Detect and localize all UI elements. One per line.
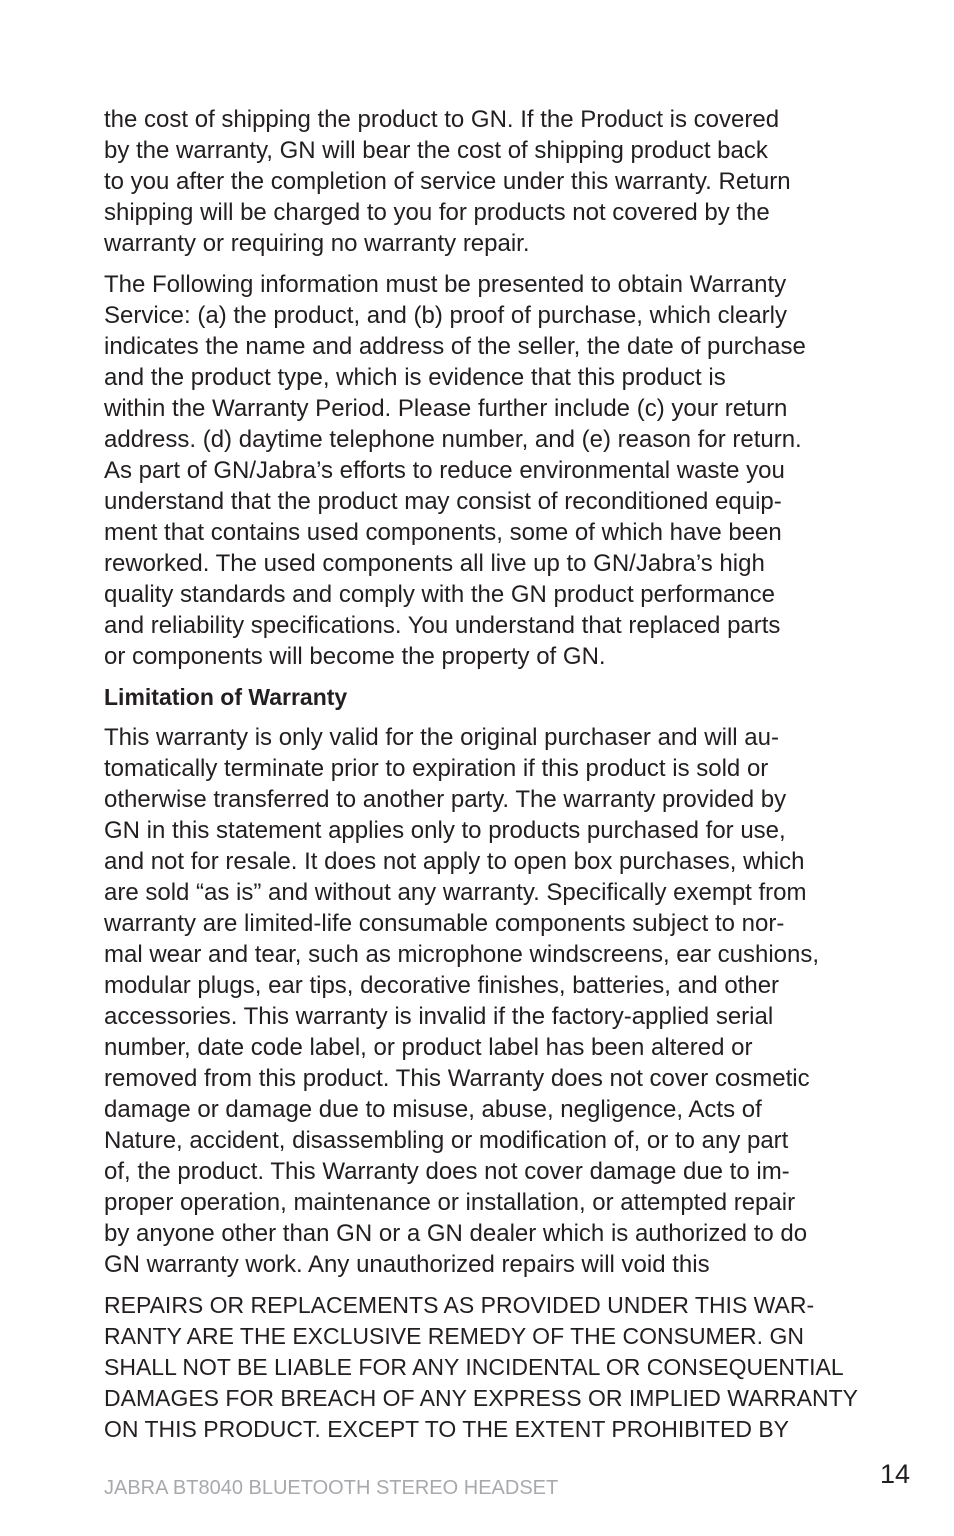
text-line: mal wear and tear, such as microphone windscreens, ear cushions, <box>104 941 820 968</box>
text-line: and not for resale. It does not apply to open box purchases, which <box>104 848 805 875</box>
text-line: GN warranty work. Any unauthorized repairs will void this <box>104 1251 710 1278</box>
text-line: reworked. The used components all live up to GN/Jabra’s high <box>104 550 765 577</box>
limitation-paragraph <box>104 722 852 1280</box>
text-line: and reliability specifications. You understand that replaced parts <box>104 612 781 639</box>
text-line: The Following information must be presented to obtain Warranty <box>104 271 787 298</box>
text-line: proper operation, maintenance or installation, or attempted repair <box>104 1189 796 1216</box>
text-line: REPAIRS OR REPLACEMENTS AS PROVIDED UNDER THIS WAR- <box>104 1292 815 1318</box>
text-line: ON THIS PRODUCT. EXCEPT TO THE EXTENT PROHIBITED BY <box>104 1416 790 1442</box>
running-footer: JABRA BT8040 BLUETOOTH STEREO HEADSET <box>104 1477 559 1499</box>
page-number: 14 <box>880 1459 911 1489</box>
text-line: modular plugs, ear tips, decorative finishes, batteries, and other <box>104 972 780 999</box>
text-line: damage or damage due to misuse, abuse, negligence, Acts of <box>104 1096 762 1123</box>
text-line: shipping will be charged to you for products not covered by the <box>104 199 770 226</box>
text-line: Nature, accident, disassembling or modification of, or to any part <box>104 1127 789 1154</box>
text-line: accessories. This warranty is invalid if the factory-applied serial <box>104 1003 774 1030</box>
text-line: within the Warranty Period. Please further include (c) your return <box>104 395 788 422</box>
text-line: ment that contains used components, some of which have been <box>104 519 782 546</box>
text-line: RANTY ARE THE EXCLUSIVE REMEDY OF THE CONSUMER. GN <box>104 1323 804 1349</box>
text-line: otherwise transferred to another party. The warranty provided by <box>104 786 787 813</box>
warranty-service-paragraph <box>104 269 852 672</box>
text-line: of, the product. This Warranty does not cover damage due to im- <box>104 1158 790 1185</box>
text-line: to you after the completion of service under this warranty. Return <box>104 168 791 195</box>
text-line: SHALL NOT BE LIABLE FOR ANY INCIDENTAL OR CONSEQUENTIAL <box>104 1354 844 1380</box>
text-line: address. (d) daytime telephone number, and (e) reason for return. <box>104 426 802 453</box>
text-line: tomatically terminate prior to expiration if this product is sold or <box>104 755 769 782</box>
text-line: quality standards and comply with the GN product performance <box>104 581 776 608</box>
text-line: warranty are limited-life consumable components subject to nor- <box>104 910 785 937</box>
text-line: Service: (a) the product, and (b) proof of purchase, which clearly <box>104 302 787 329</box>
text-line: by anyone other than GN or a GN dealer which is authorized to do <box>104 1220 808 1247</box>
text-line: are sold “as is” and without any warranty. Specifically exempt from <box>104 879 807 906</box>
text-line: removed from this product. This Warranty does not cover cosmetic <box>104 1065 810 1092</box>
text-line: warranty or requiring no warranty repair. <box>104 230 530 257</box>
shipping-paragraph <box>104 104 852 259</box>
text-line: As part of GN/Jabra’s efforts to reduce environmental waste you <box>104 457 785 484</box>
text-line: number, date code label, or product label has been altered or <box>104 1034 753 1061</box>
text-line: GN in this statement applies only to products purchased for use, <box>104 817 786 844</box>
text-line: understand that the product may consist of reconditioned equip- <box>104 488 782 515</box>
document-body <box>104 104 859 1455</box>
text-line: and the product type, which is evidence that this product is <box>104 364 726 391</box>
text-line: DAMAGES FOR BREACH OF ANY EXPRESS OR IMPLIED WARRANTY <box>104 1385 859 1411</box>
section-heading: Limitation of Warranty <box>104 684 348 710</box>
text-line: by the warranty, GN will bear the cost of shipping product back <box>104 137 768 164</box>
text-line: indicates the name and address of the seller, the date of purchase <box>104 333 806 360</box>
remedy-paragraph <box>104 1290 859 1445</box>
text-line: or components will become the property of GN. <box>104 643 606 670</box>
text-line: the cost of shipping the product to GN. If the Product is covered <box>104 106 780 133</box>
text-line: This warranty is only valid for the original purchaser and will au- <box>104 724 779 751</box>
